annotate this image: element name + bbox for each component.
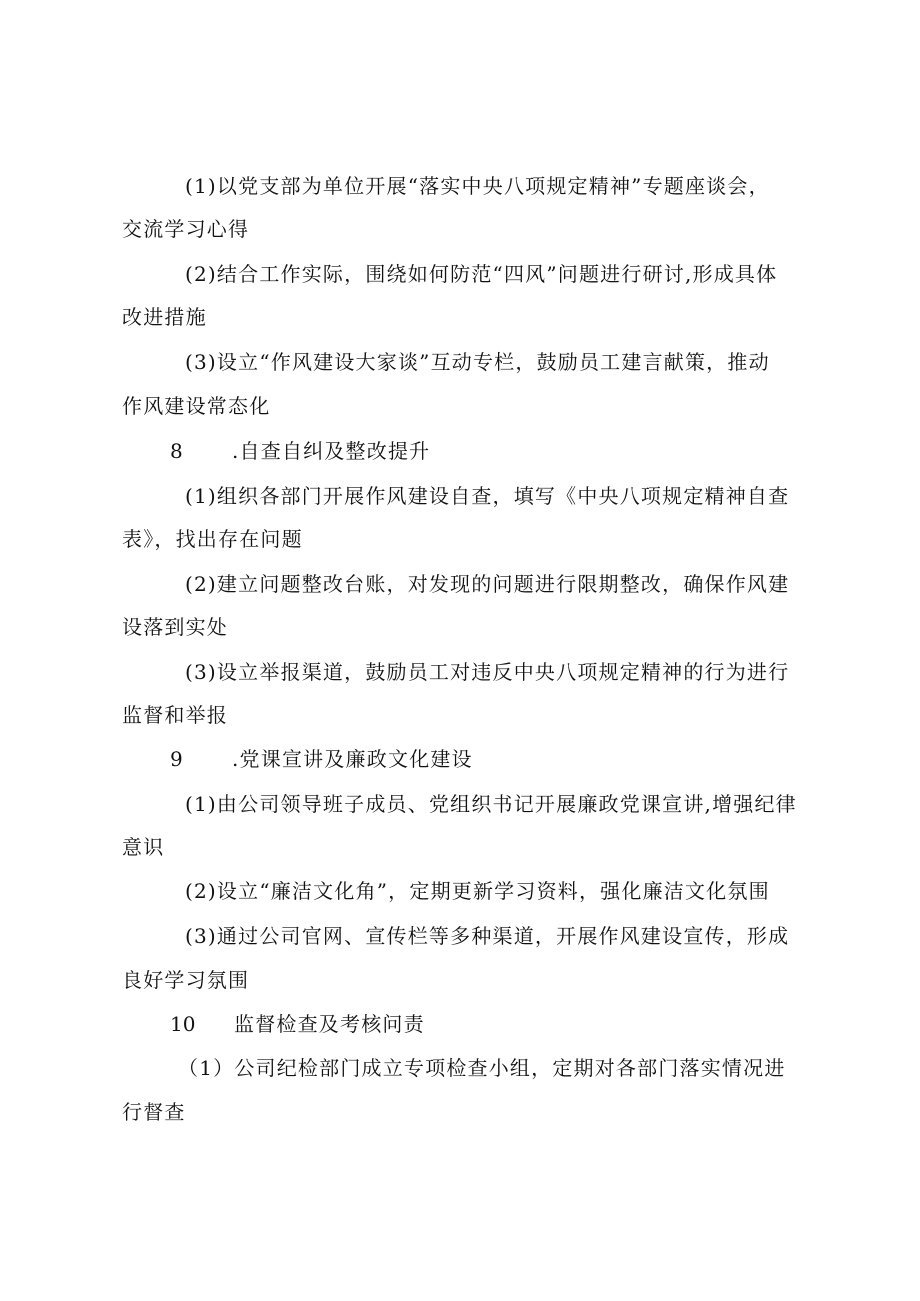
s8-item3-line2: 监督和举报 bbox=[122, 703, 228, 727]
s8-item1-line1: (1)组织各部门开展作风建设自查，填写《中央八项规定精神自查 bbox=[185, 484, 790, 508]
s7-item2-line2: 改进措施 bbox=[122, 305, 207, 329]
section10-number: 10 bbox=[170, 1012, 196, 1036]
s9-item1-line1: (1)由公司领导班子成员、党组织书记开展廉政党课宣讲,增强纪律 bbox=[185, 792, 797, 816]
s8-item3-line1: (3)设立举报渠道，鼓励员工对违反中央八项规定精神的行为进行 bbox=[185, 660, 790, 684]
s9-item3-line2: 良好学习氛围 bbox=[122, 968, 250, 992]
s7-item3-line1: (3)设立“作风建设大家谈”互动专栏，鼓励员工建言献策，推动 bbox=[185, 350, 770, 374]
section8-number: 8 bbox=[170, 439, 183, 463]
s7-item2-line1: (2)结合工作实际，围绕如何防范“四风”问题进行研讨,形成具体 bbox=[185, 262, 778, 286]
s8-item2-line1: (2)建立问题整改台账，对发现的问题进行限期整改，确保作风建 bbox=[185, 572, 790, 596]
section9-number: 9 bbox=[170, 747, 183, 771]
s10-item1-line1: （1）公司纪检部门成立专项检查小组，定期对各部门落实情况进 bbox=[178, 1056, 786, 1080]
s7-item3-line2: 作风建设常态化 bbox=[122, 394, 271, 418]
s9-item1-line2: 意识 bbox=[122, 835, 165, 859]
section8-title: .自查自纠及整改提升 bbox=[232, 439, 431, 463]
s9-item2-line1: (2)设立“廉洁文化角”，定期更新学习资料，强化廉洁文化氛围 bbox=[185, 879, 770, 903]
section10-title: 监督检查及考核问责 bbox=[234, 1012, 425, 1036]
section9-title: .党课宣讲及廉政文化建设 bbox=[232, 747, 473, 771]
s7-item1-line1: (1)以党支部为单位开展“落实中央八项规定精神”专题座谈会， bbox=[185, 174, 770, 198]
s9-item3-line1: (3)通过公司官网、宣传栏等多种渠道，开展作风建设宣传，形成 bbox=[185, 924, 790, 948]
s8-item2-line2: 设落到实处 bbox=[122, 615, 228, 639]
s7-item1-line2: 交流学习心得 bbox=[122, 217, 250, 241]
s8-item1-line2: 表》，找出存在问题 bbox=[122, 527, 303, 551]
s10-item1-line2: 行督查 bbox=[122, 1100, 186, 1124]
